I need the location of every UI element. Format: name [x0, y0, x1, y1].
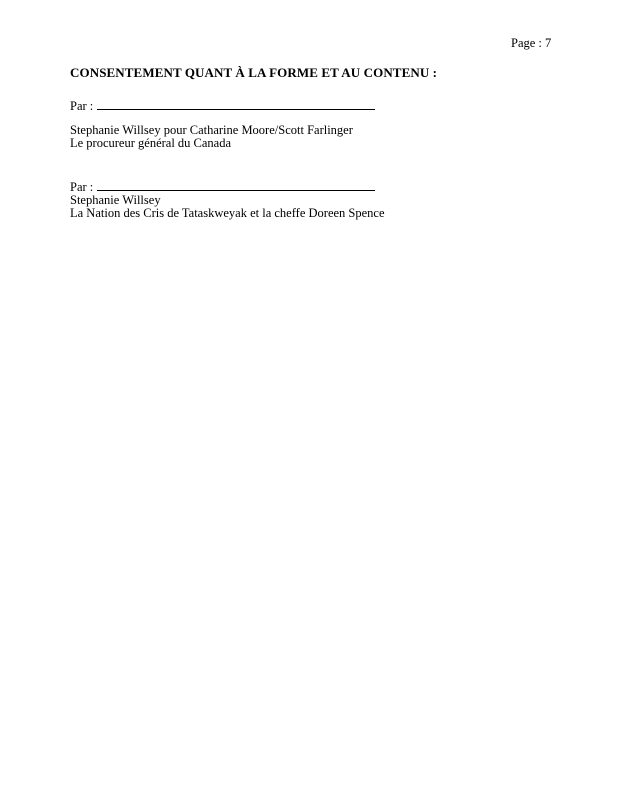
signatory-1-party: Le procureur général du Canada: [70, 136, 232, 150]
signature-line-2: [70, 180, 375, 194]
par-label-2: Par :: [70, 180, 94, 194]
signatory-2-name: Stephanie Willsey: [70, 193, 161, 207]
signatory-1-name: Stephanie Willsey pour Catharine Moore/Scott Farlinger: [70, 123, 353, 137]
signature-underline-2: [97, 180, 375, 191]
signature-underline-1: [97, 99, 375, 110]
signatory-2-party: La Nation des Cris de Tataskweyak et la cheffe Doreen Spence: [70, 206, 385, 220]
page-number: Page : 7: [511, 36, 552, 50]
consent-heading: CONSENTEMENT QUANT À LA FORME ET AU CONTENU :: [70, 65, 438, 80]
par-label-1: Par :: [70, 99, 94, 113]
signature-line-1: [70, 99, 375, 113]
